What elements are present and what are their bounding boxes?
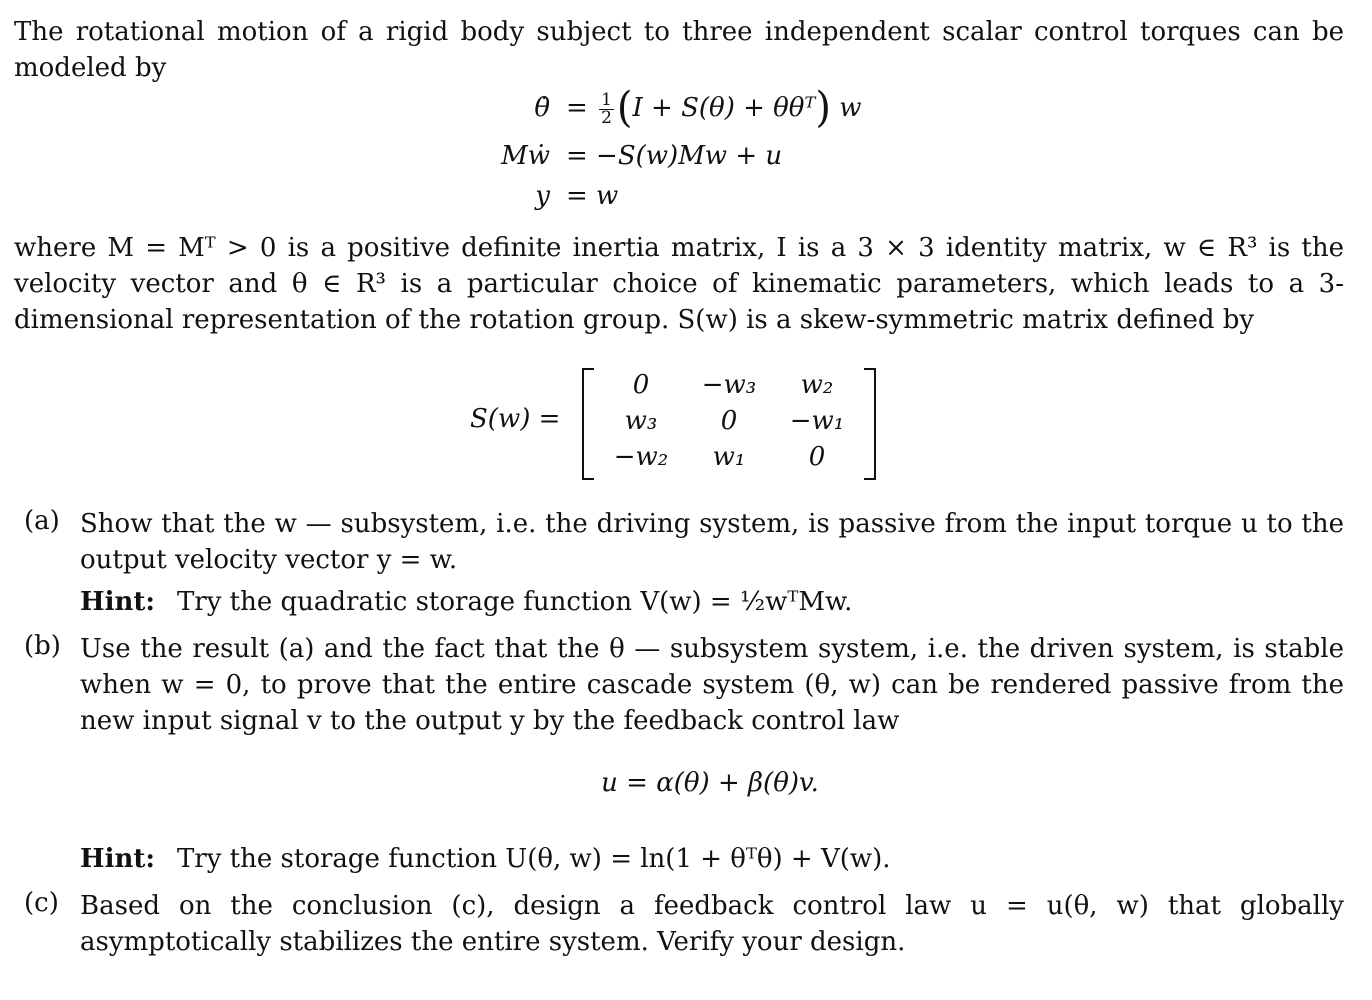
fraction-numerator: 1 [601,89,612,110]
matrix-cell: −w₂ [613,442,669,472]
part-b-hint [80,841,891,877]
hint-text: Try the storage function U(θ, w) = ln(1 + θᵀθ) + V(w). [176,844,891,874]
part-label: (a) [24,506,60,536]
part-label: (b) [24,631,61,661]
matrix-cell: w₂ [800,370,834,400]
part-text: Based on the conclusion (c), design a feedback control law u = u(θ, w) that globally asymptotically stabilizes the entire system. Verify your design. [80,891,1344,957]
matrix-cell: −w₃ [701,370,757,400]
part-text: Show that the w — subsystem, i.e. the driving system, is passive from the input torque u to the output velocity vector y = w. [80,509,1344,575]
part-text: Use the result (a) and the fact that the θ — subsystem system, i.e. the driven system, is stable when w = 0, to prove that the entire cascade system (θ, w) can be rendered passive from the new input signal v to the output y by the feedback control law [80,634,1344,736]
matrix-cell: 0 [808,442,826,472]
control-law-equation: u = α(θ) + β(θ)v. [601,768,819,798]
matrix-left-bracket [582,368,594,480]
equation-rhs: = w [566,181,619,211]
hint-label: Hint: [80,844,155,874]
matrix-cell: 0 [632,370,650,400]
equation-rhs: = $\frac{1}{2}$ (I + S(θ) + θθᵀ) w [566,83,862,133]
equation-lhs: y [535,181,550,211]
hint-label: Hint: [80,587,155,617]
hint-text: Try the quadratic storage function V(w) = ½wᵀMw. [176,587,853,617]
intro-paragraph: The rotational motion of a rigid body subject to three independent scalar control torques can be modeled by [14,17,1344,83]
equation-body: I + S(θ) + θθᵀ [632,93,816,123]
definitions-paragraph: where M = Mᵀ > 0 is a positive definite inertia matrix, I is a 3 × 3 identity matrix, w ∈ R³ is the velocity vector and θ ∈ R³ is a particular choice of kinematic parameters, which leads to a 3-dimensional representation of the rotation group. S(w) is a skew-symmetric matrix defined by [14,233,1344,335]
matrix-cell: w₁ [712,442,746,472]
matrix-cell: 0 [720,406,738,436]
equation-rhs: = −S(w)Mw + u [566,141,783,171]
equation-lhs: θ̇ [534,93,550,123]
fraction-half [599,89,614,128]
matrix-cell: −w₁ [789,406,845,436]
equation-lhs: Mẇ [501,141,550,171]
matrix-right-bracket [864,368,876,480]
equals-sign: = [566,93,588,123]
equation-post: w [839,93,862,123]
part-label: (c) [24,888,59,918]
matrix-cell: w₃ [624,406,658,436]
matrix-lhs: S(w) = [470,404,561,434]
part-a-hint [80,584,852,620]
fraction-denominator: 2 [601,107,612,128]
